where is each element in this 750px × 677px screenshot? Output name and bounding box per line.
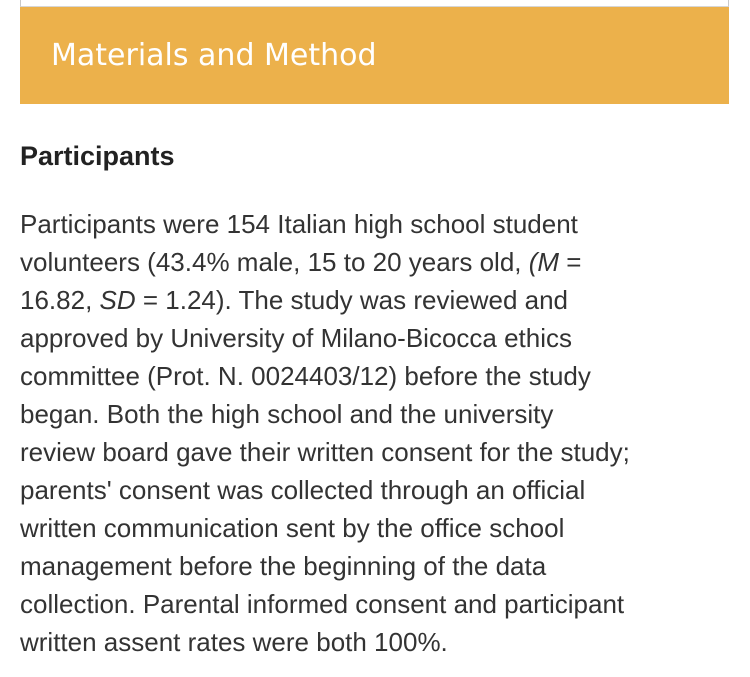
paragraph-line: written communication sent by the office school [20,513,565,543]
top-border [20,0,729,7]
subsection-heading: Participants [20,141,175,171]
paragraph-line: committee (Prot. N. 0024403/12) before the study [20,361,591,391]
italic-mean-symbol: (M [528,247,560,277]
section-banner [20,7,729,104]
paragraph-line: began. Both the high school and the university [20,399,554,429]
paragraph-line: Participants were 154 Italian high school student [20,209,578,239]
text-run: volunteers (43.4% male, 15 to 20 years old, [20,247,529,277]
text-run: = [559,247,582,277]
text-run: 16.82, [20,285,100,315]
paragraph-line: written assent rates were both 100%. [20,627,448,657]
paragraph-line: collection. Parental informed consent and participant [20,589,625,619]
text-run: = 1.24). The study was reviewed and [135,285,569,315]
paragraph-line: approved by University of Milano-Bicocca ethics [20,323,573,353]
paragraph-line [20,281,740,319]
section-title: Materials and Method [51,38,377,73]
paragraph-line: management before the beginning of the data [20,551,547,581]
participants-paragraph [20,205,740,661]
italic-sd-symbol: SD [99,285,136,315]
paragraph-line: parents' consent was collected through an official [20,475,586,505]
paragraph-line: review board gave their written consent for the study; [20,437,630,467]
paragraph-line [20,243,740,281]
